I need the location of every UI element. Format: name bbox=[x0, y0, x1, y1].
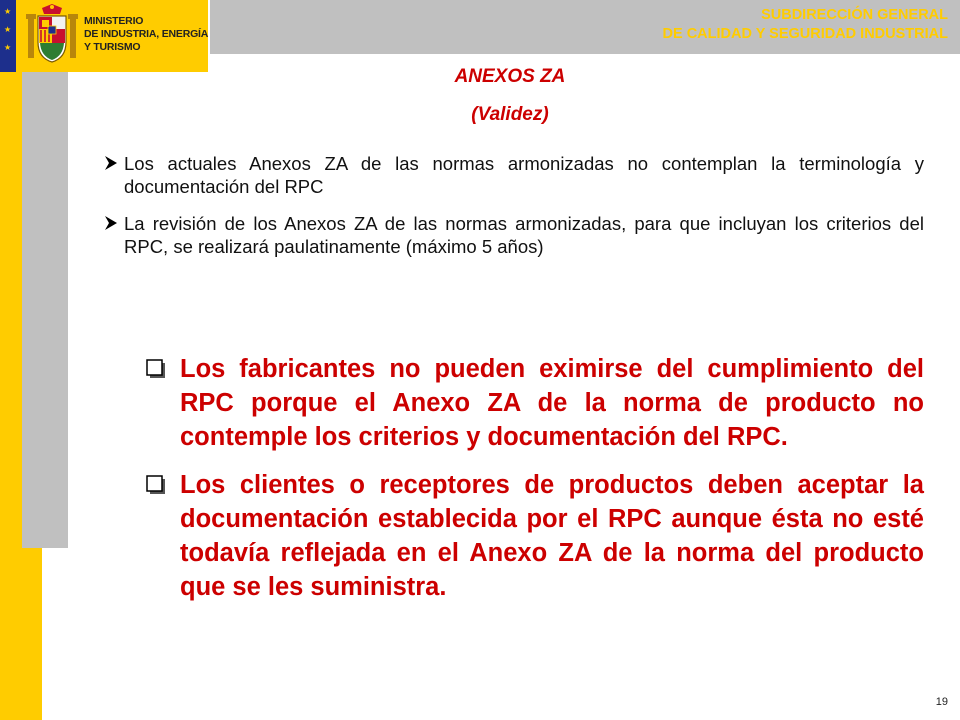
list-item bbox=[104, 212, 924, 258]
slide-title: ANEXOS ZA bbox=[454, 66, 566, 87]
arrow-bullet-icon bbox=[104, 215, 118, 231]
arrow-bullet-icon bbox=[104, 155, 118, 171]
ministry-name bbox=[84, 15, 208, 54]
bullet-text: La revisión de los Anexos ZA de las normas armonizadas, para que incluyan los criterios del RPC, se realizará paulatinamente (máximo 5 años) bbox=[124, 213, 924, 257]
ministry-line-3: Y TURISMO bbox=[84, 41, 141, 53]
highlight-list bbox=[146, 352, 924, 618]
page-number: 19 bbox=[935, 696, 948, 708]
list-item bbox=[146, 352, 924, 454]
list-item bbox=[104, 152, 924, 198]
spanish-coat-of-arms-icon bbox=[26, 4, 78, 66]
ministry-line-1: MINISTERIO bbox=[84, 15, 144, 27]
slide-subtitle: (Validez) bbox=[471, 104, 549, 125]
list-item bbox=[146, 468, 924, 604]
checkbox-bullet-icon bbox=[146, 475, 166, 495]
ministry-line-2: DE INDUSTRIA, ENERGÍA bbox=[84, 28, 209, 40]
header-line-2: DE CALIDAD Y SEGURIDAD INDUSTRIAL bbox=[662, 26, 948, 42]
bullet-text: Los actuales Anexos ZA de las normas armonizadas no contemplan la terminología y documentación del RPC bbox=[124, 153, 924, 197]
checkbox-bullet-icon bbox=[146, 359, 166, 379]
ministry-logo bbox=[0, 0, 208, 72]
header-line-1: SUBDIRECCIÓN GENERAL bbox=[761, 7, 948, 23]
bullet-list bbox=[104, 152, 924, 272]
highlight-text: Los fabricantes no pueden eximirse del cumplimiento del RPC porque el Anexo ZA de la norma de producto no contemple los criterios y documentación del RPC. bbox=[180, 355, 924, 451]
left-gray-band bbox=[22, 72, 68, 548]
highlight-text: Los clientes o receptores de productos deben aceptar la documentación establecida por el RPC aunque ésta no esté todavía reflejada en el Anexo ZA de la norma del producto que se les suministra. bbox=[180, 471, 924, 601]
header-department bbox=[388, 6, 948, 44]
flag-strip: ★ ★ ★ bbox=[0, 0, 16, 72]
